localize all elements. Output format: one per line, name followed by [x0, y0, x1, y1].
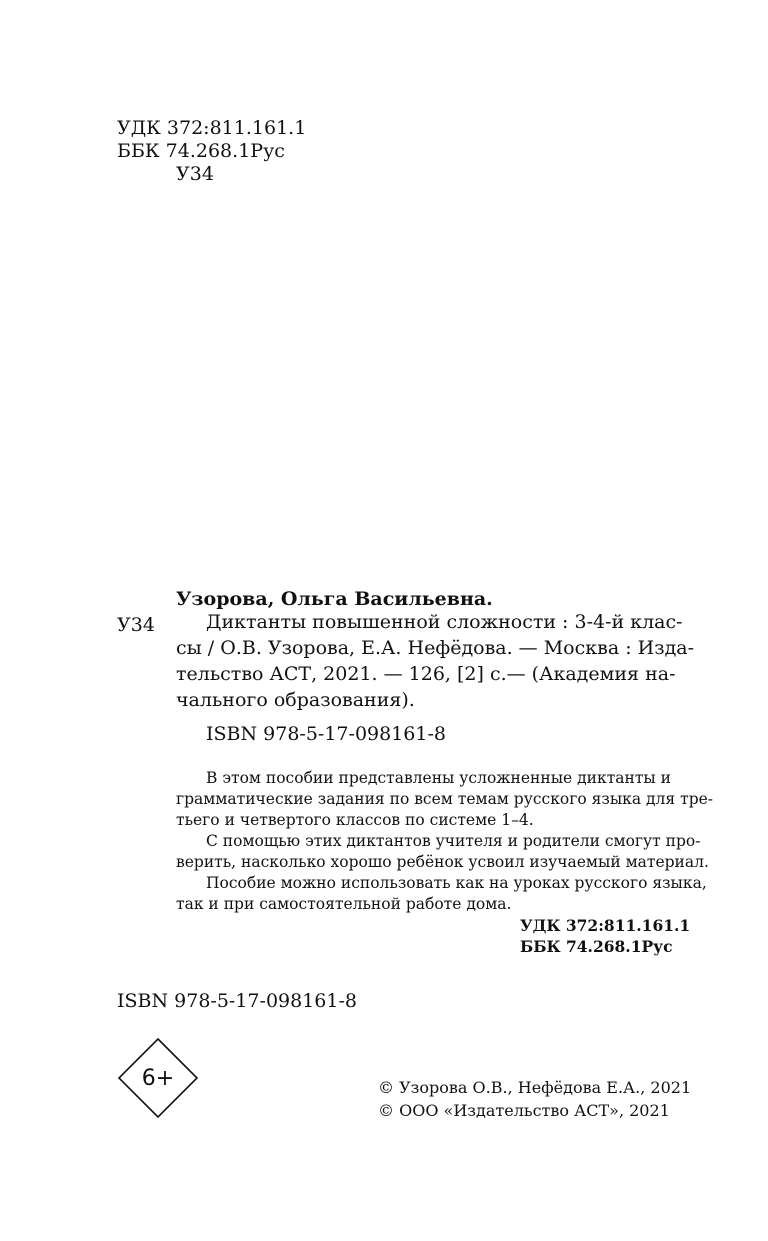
bib-line: тельство АСТ, 2021. — 126, [2] с.— (Академия на-	[176, 663, 676, 685]
bib-author-sign: У34	[117, 614, 155, 636]
annotation-line: верить, насколько хорошо ребёнок усвоил изучаемый материал.	[176, 853, 709, 871]
bib-line: Диктанты повышенной сложности : 3-4-й клас-	[206, 611, 683, 633]
footer-udk-code: УДК 372:811.161.1	[520, 916, 691, 935]
annotation-line: В этом пособии представлены усложненные диктанты и	[206, 769, 672, 787]
age-rating-label: 6+	[141, 1065, 175, 1091]
author-name: Узорова, Ольга Васильевна.	[176, 588, 493, 610]
isbn: ISBN 978-5-17-098161-8	[117, 990, 357, 1012]
annotation-line: С помощью этих диктантов учителя и родители смогут про-	[206, 832, 701, 850]
author-sign: У34	[176, 163, 214, 185]
udk-code: УДК 372:811.161.1	[117, 117, 307, 139]
bib-line: чального образования).	[176, 689, 415, 711]
annotation-line: Пособие можно использовать как на уроках русского языка,	[206, 874, 707, 892]
footer-bbk-code: ББК 74.268.1Рус	[520, 937, 673, 956]
copyright-line: © ООО «Издательство АСТ», 2021	[378, 1101, 670, 1120]
bib-line: сы / О.В. Узорова, Е.А. Нефёдова. — Москва : Изда-	[176, 637, 695, 659]
bbk-code: ББК 74.268.1Рус	[117, 140, 285, 162]
annotation-line: тьего и четвертого классов по системе 1–4.	[176, 811, 534, 829]
copyright-line: © Узорова О.В., Нефёдова Е.А., 2021	[378, 1078, 692, 1097]
bib-isbn: ISBN 978-5-17-098161-8	[206, 723, 446, 745]
annotation-line: так и при самостоятельной работе дома.	[176, 895, 512, 913]
annotation-line: грамматические задания по всем темам русского языка для тре-	[176, 790, 714, 808]
age-rating-badge	[118, 1038, 198, 1118]
